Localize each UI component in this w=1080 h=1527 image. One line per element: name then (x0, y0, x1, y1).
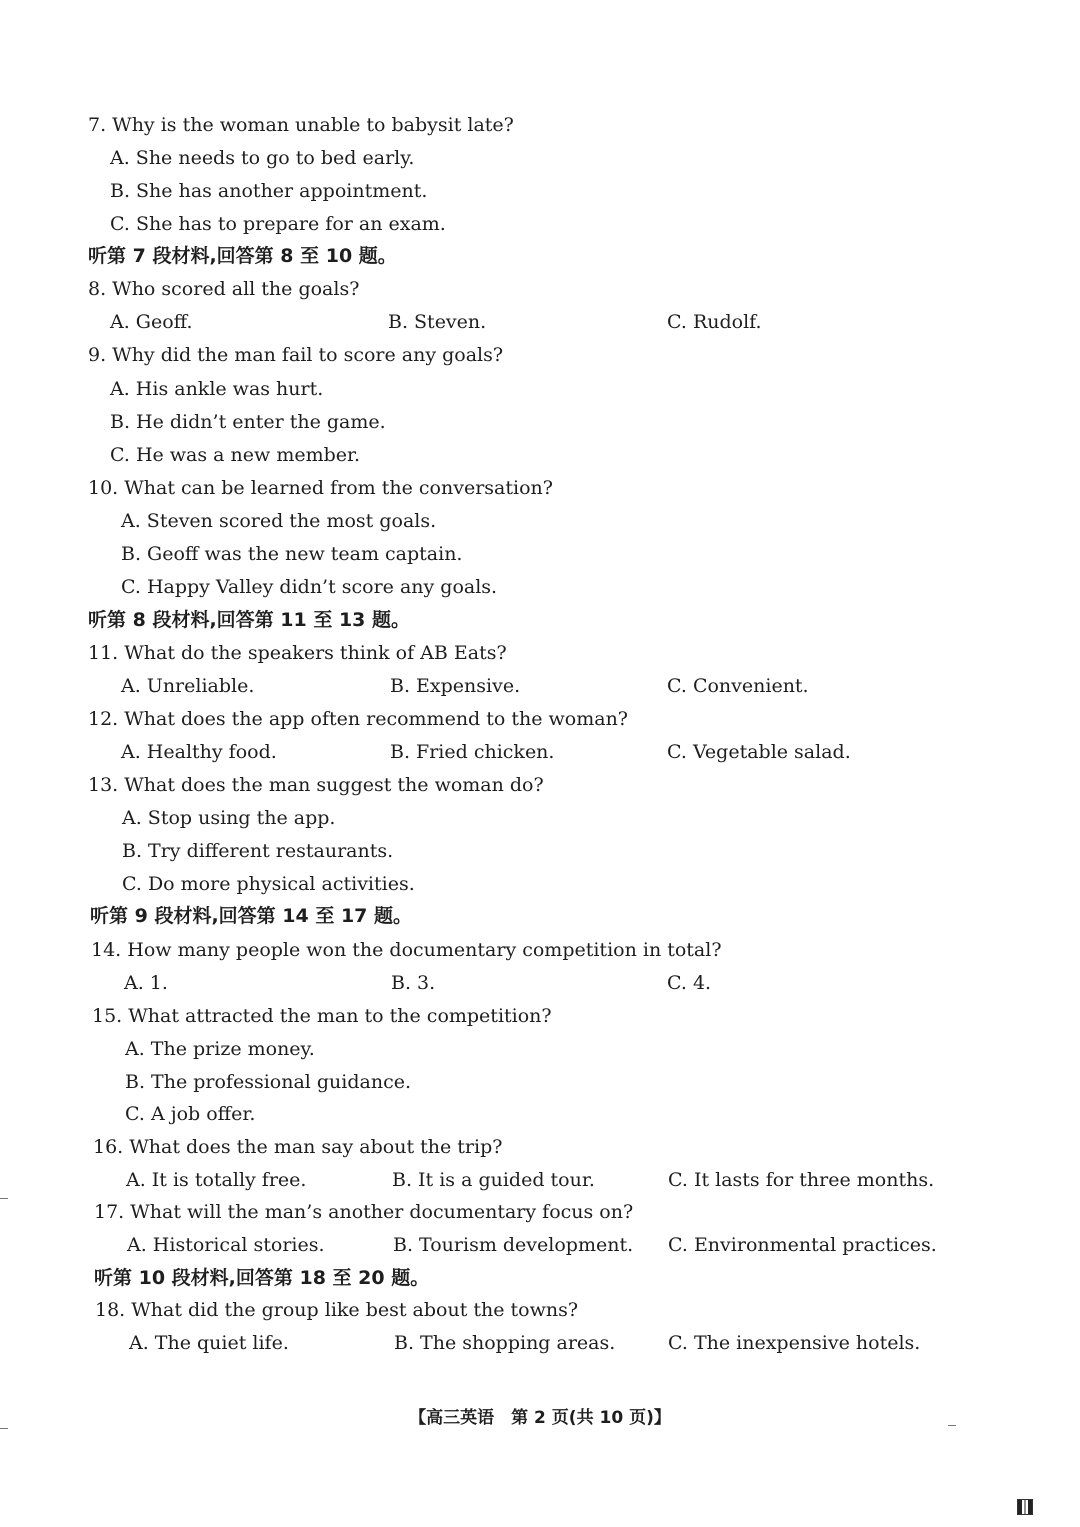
q12-option-a: A. Healthy food. (121, 741, 277, 763)
q16-option-b: B. It is a guided tour. (392, 1169, 595, 1191)
q11-option-b: B. Expensive. (390, 675, 521, 697)
q7-option-a: A. She needs to go to bed early. (110, 147, 415, 169)
question-7: 7. Why is the woman unable to babysit late? (88, 114, 514, 136)
q13-option-c: C. Do more physical activities. (122, 873, 415, 895)
question-11: 11. What do the speakers think of AB Eats? (88, 642, 507, 664)
q14-option-c: C. 4. (667, 972, 712, 994)
qr-code-icon (1017, 1499, 1033, 1515)
q9-option-b: B. He didn’t enter the game. (110, 411, 386, 433)
q7-option-c: C. She has to prepare for an exam. (110, 213, 446, 235)
q13-option-b: B. Try different restaurants. (122, 840, 394, 862)
q17-option-c: C. Environmental practices. (668, 1234, 937, 1256)
question-12: 12. What does the app often recommend to the woman? (88, 708, 628, 730)
question-10: 10. What can be learned from the conversation? (88, 477, 553, 499)
question-16: 16. What does the man say about the trip? (93, 1136, 503, 1158)
q10-option-a: A. Steven scored the most goals. (121, 510, 437, 532)
margin-mark (0, 1198, 8, 1199)
q15-option-c: C. A job offer. (125, 1103, 256, 1125)
q8-option-a: A. Geoff. (110, 311, 193, 333)
q16-option-c: C. It lasts for three months. (668, 1169, 935, 1191)
q15-option-a: A. The prize money. (125, 1038, 315, 1060)
q14-option-a: A. 1. (124, 972, 168, 994)
question-18: 18. What did the group like best about the towns? (95, 1299, 579, 1321)
q8-option-b: B. Steven. (388, 311, 487, 333)
q10-option-c: C. Happy Valley didn’t score any goals. (121, 576, 498, 598)
section-heading-7: 听第 7 段材料,回答第 8 至 10 题。 (88, 245, 397, 267)
q12-option-c: C. Vegetable salad. (667, 741, 851, 763)
margin-mark (948, 1425, 956, 1426)
margin-mark (0, 1428, 8, 1429)
q12-option-b: B. Fried chicken. (390, 741, 555, 763)
question-14: 14. How many people won the documentary competition in total? (91, 939, 722, 961)
q8-option-c: C. Rudolf. (667, 311, 762, 333)
section-heading-8: 听第 8 段材料,回答第 11 至 13 题。 (88, 609, 411, 631)
section-heading-9: 听第 9 段材料,回答第 14 至 17 题。 (90, 905, 413, 927)
q17-option-a: A. Historical stories. (127, 1234, 325, 1256)
q17-option-b: B. Tourism development. (393, 1234, 634, 1256)
q16-option-a: A. It is totally free. (126, 1169, 307, 1191)
question-9: 9. Why did the man fail to score any goals? (88, 344, 504, 366)
q18-option-a: A. The quiet life. (129, 1332, 289, 1354)
question-8: 8. Who scored all the goals? (88, 278, 360, 300)
q9-option-a: A. His ankle was hurt. (110, 378, 324, 400)
q10-option-b: B. Geoff was the new team captain. (121, 543, 463, 565)
question-13: 13. What does the man suggest the woman do? (88, 774, 544, 796)
q14-option-b: B. 3. (391, 972, 436, 994)
q11-option-c: C. Convenient. (667, 675, 809, 697)
q11-option-a: A. Unreliable. (121, 675, 255, 697)
q15-option-b: B. The professional guidance. (125, 1071, 412, 1093)
question-17: 17. What will the man’s another documentary focus on? (94, 1201, 634, 1223)
q18-option-b: B. The shopping areas. (394, 1332, 616, 1354)
q18-option-c: C. The inexpensive hotels. (668, 1332, 921, 1354)
page-footer: 【高三英语 第 2 页(共 10 页)】 (409, 1408, 671, 1428)
q13-option-a: A. Stop using the app. (122, 807, 336, 829)
q7-option-b: B. She has another appointment. (110, 180, 428, 202)
question-15: 15. What attracted the man to the competition? (92, 1005, 552, 1027)
section-heading-10: 听第 10 段材料,回答第 18 至 20 题。 (94, 1267, 430, 1289)
q9-option-c: C. He was a new member. (110, 444, 361, 466)
